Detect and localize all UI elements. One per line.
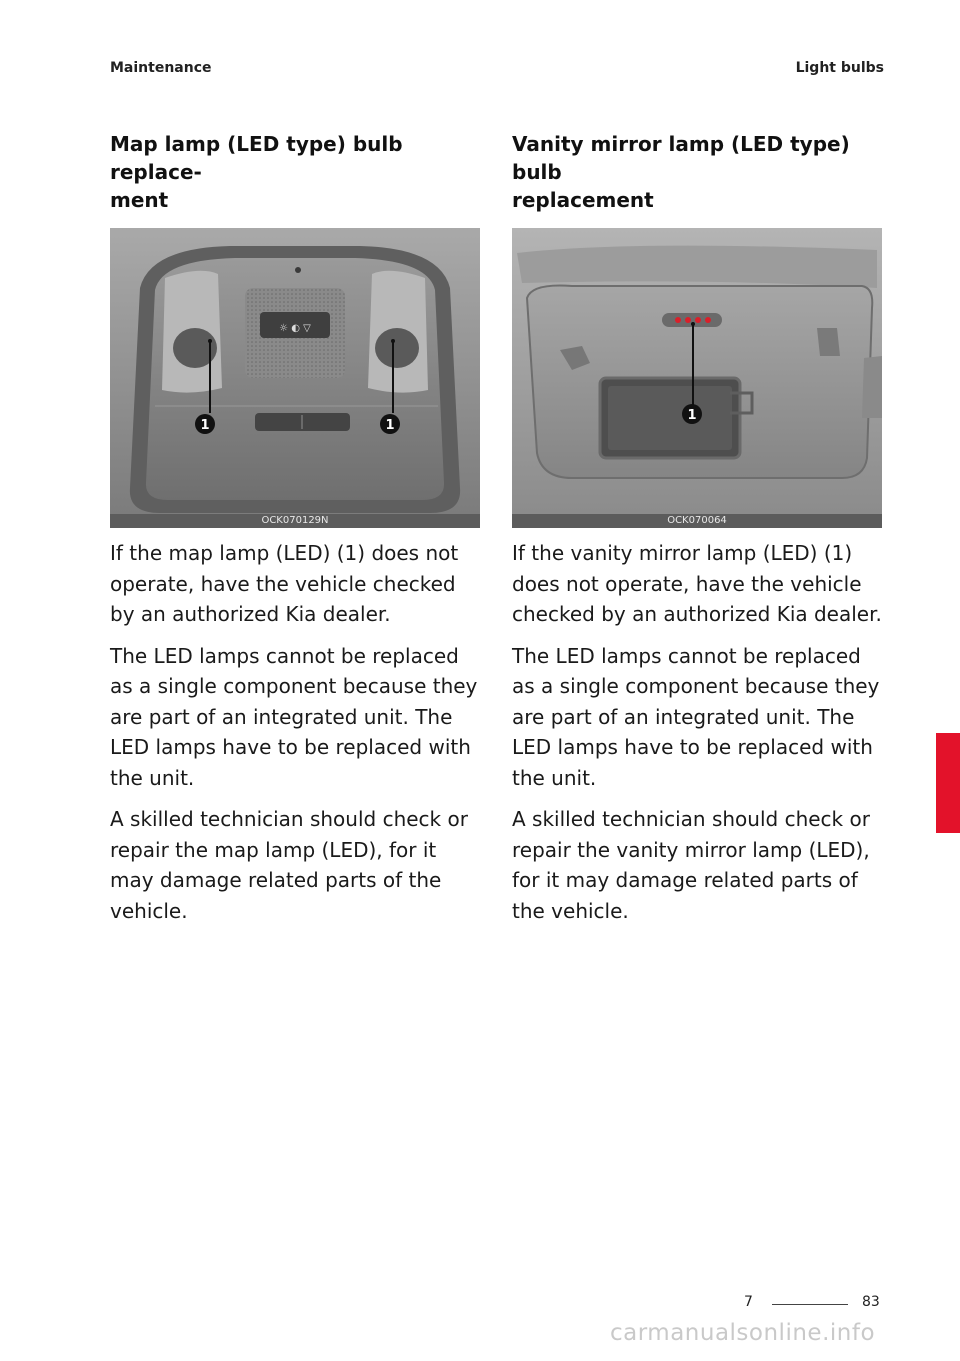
right-callout-number: 1	[385, 418, 395, 433]
map-lamp-paragraph-2: The LED lamps cannot be replaced as a single component because they are part of an integrated unit. The LED lamps have to be replaced with the unit.	[110, 643, 478, 790]
vanity-lamp-paragraph-1: If the vanity mirror lamp (LED) (1) does not operate, have the vehicle checked by an authorized Kia dealer.	[512, 541, 882, 626]
vanity-lamp-paragraph-3: A skilled technician should check or repair the vanity mirror lamp (LED), for it may damage related parts of the vehicle.	[512, 807, 870, 923]
map-lamp-paragraph-3: A skilled technician should check or repair the map lamp (LED), for it may damage related parts of the vehicle.	[110, 807, 468, 923]
map-lamp-section	[110, 130, 480, 937]
map-lamp-figure-code: OCK070129N	[110, 514, 480, 528]
led-dot	[695, 317, 701, 323]
led-dot	[675, 317, 681, 323]
visor-hinge	[817, 328, 840, 356]
vanity-lamp-title	[512, 130, 882, 214]
svg-text:☼ ◐ ▽: ☼ ◐ ▽	[279, 323, 311, 334]
vanity-lamp-title-line2: replacement	[512, 188, 654, 212]
map-lamp-title-line2: ment	[110, 188, 169, 212]
vanity-mirror	[608, 386, 732, 450]
footer-page-number: 83	[862, 1294, 880, 1310]
right-map-lamp-button	[375, 328, 419, 368]
map-lamp-paragraph-1: If the map lamp (LED) (1) does not operate, have the vehicle checked by an authorized Kia dealer.	[110, 541, 459, 626]
vanity-lamp-illustration	[512, 228, 882, 528]
vanity-lamp-title-line1: Vanity mirror lamp (LED type) bulb	[512, 132, 850, 184]
footer-chapter-number: 7	[744, 1294, 753, 1310]
vanity-callout-number: 1	[687, 408, 697, 423]
running-header-section: Maintenance	[110, 60, 212, 76]
visor-arm	[862, 356, 882, 418]
vanity-lamp-paragraph-2: The LED lamps cannot be replaced as a single component because they are part of an integrated unit. The LED lamps have to be replaced with the unit.	[512, 643, 880, 790]
vanity-mirror-lamp-section	[512, 130, 882, 937]
left-callout-number: 1	[200, 418, 210, 433]
running-header-topic: Light bulbs	[795, 60, 884, 76]
chapter-tab-number: 7	[941, 810, 955, 834]
map-lamp-title	[110, 130, 480, 214]
footer-divider	[772, 1304, 848, 1305]
map-lamp-illustration	[110, 228, 480, 528]
watermark: carmanualsonline.info	[610, 1320, 876, 1346]
vanity-lamp-figure-code: OCK070064	[512, 514, 882, 528]
led-dot	[685, 317, 691, 323]
microphone-hole	[295, 267, 301, 273]
led-dot	[705, 317, 711, 323]
map-lamp-title-line1: Map lamp (LED type) bulb replace-	[110, 132, 403, 184]
vanity-lamp-figure	[512, 228, 882, 528]
map-lamp-figure	[110, 228, 480, 528]
